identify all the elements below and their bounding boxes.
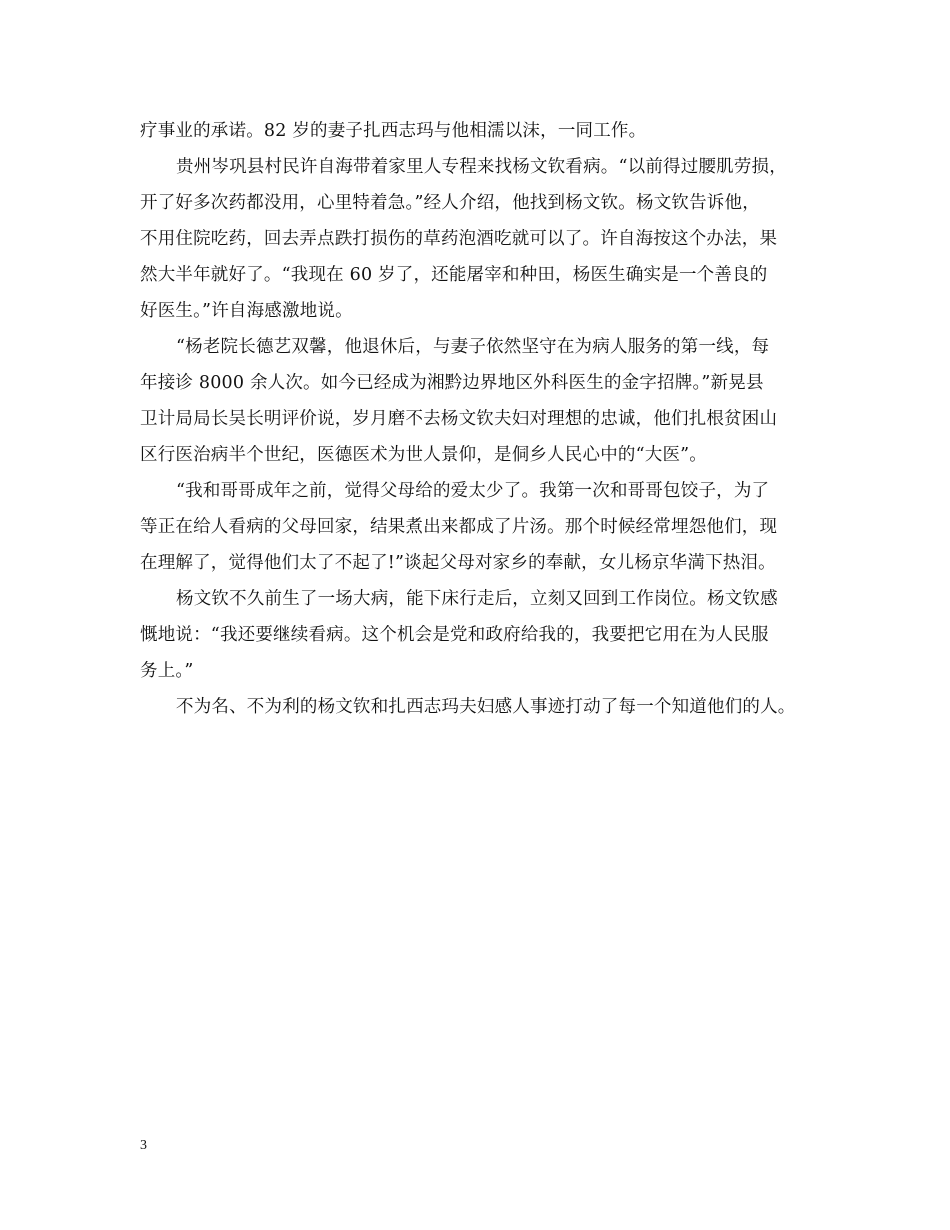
paragraph-start-line: “我和哥哥成年之前，觉得父母给的爱太少了。我第一次和哥哥包饺子，为了 [176,481,770,501]
text-line: 务上。” [140,661,194,681]
paragraph-start-line: 杨文钦不久前生了一场大病，能下床行走后，立刻又回到工作岗位。杨文钦感 [176,589,778,609]
text-line: 区行医治病半个世纪，医德医术为世人景仰，是侗乡人民心中的“大医”。 [140,445,707,465]
text-line: 疗事业的承诺。82 岁的妻子扎西志玛与他相濡以沫，一同工作。 [140,121,647,141]
text-line: 不用住院吃药，回去弄点跌打损伤的草药泡酒吃就可以了。许自海按这个办法，果 [140,229,778,249]
text-line: 开了好多次药都没用，心里特着急。”经人介绍，他找到杨文钦。杨文钦告诉他， [140,193,760,213]
paragraph-start-line: 不为名、不为利的杨文钦和扎西志玛夫妇感人事迹打动了每一个知道他们的人。 [176,697,796,717]
paragraph-start-line: 贵州岑巩县村民许自海带着家里人专程来找杨文钦看病。“以前得过腰肌劳损， [176,157,787,177]
text-line: 好医生。”许自海感激地说。 [140,301,353,321]
paragraph-start-line: “杨老院长德艺双馨，他退休后，与妻子依然坚守在为病人服务的第一线，每 [176,337,770,357]
page-number: 3 [140,1138,147,1153]
text-line: 卫计局局长吴长明评价说，岁月磨不去杨文钦夫妇对理想的忠诚，他们扎根贫困山 [140,409,778,429]
text-line: 慨地说：“我还要继续看病。这个机会是党和政府给我的，我要把它用在为人民服 [140,625,769,645]
text-line: 然大半年就好了。“我现在 60 岁了，还能屠宰和种田，杨医生确实是一个善良的 [140,265,768,285]
text-line: 年接诊 8000 余人次。如今已经成为湘黔边界地区外科医生的金字招牌。”新晃县 [140,373,764,393]
text-line: 等正在给人看病的父母回家，结果煮出来都成了片汤。那个时候经常埋怨他们，现 [140,517,778,537]
text-line: 在理解了，觉得他们太了不起了!”谈起父母对家乡的奉献，女儿杨京华満下热泪。 [140,553,776,573]
